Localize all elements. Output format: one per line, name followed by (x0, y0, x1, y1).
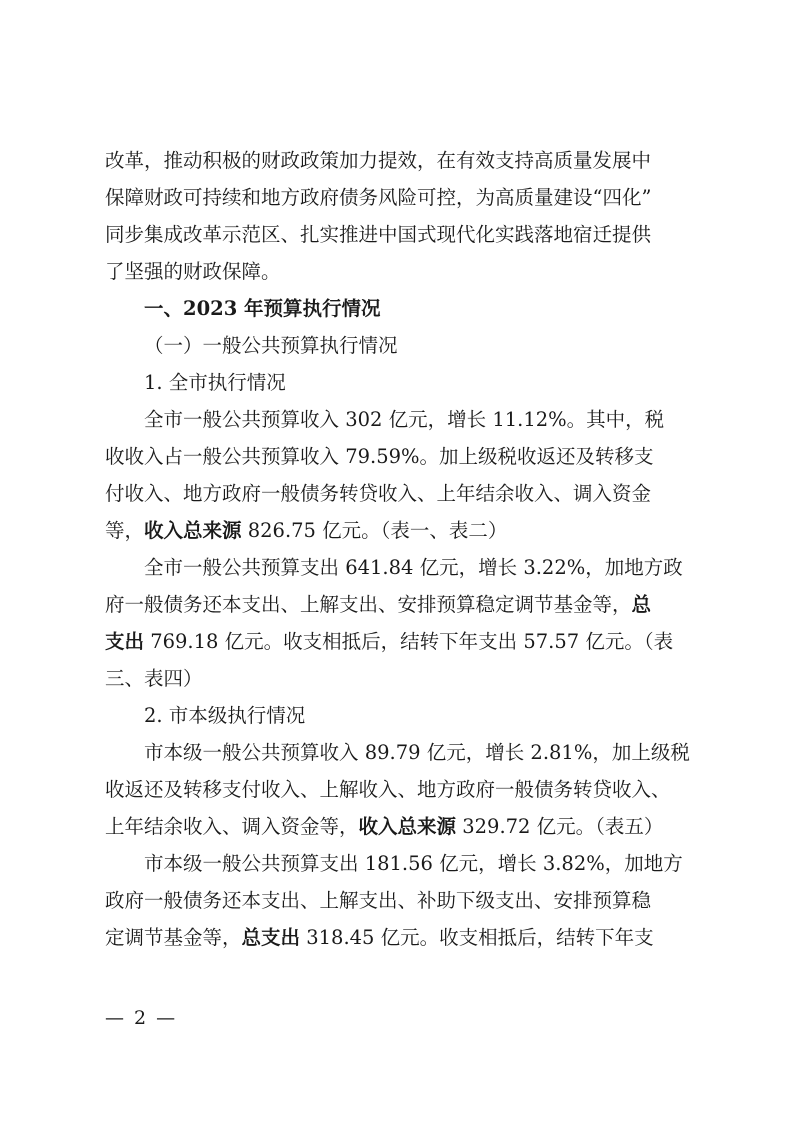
text-line: 收返还及转移支付收入、上解收入、地方政府一般债务转贷收入、 (105, 778, 671, 801)
text-line: 市本级一般公共预算支出 181.56 亿元，增长 3.82%，加地方 (144, 852, 683, 875)
bold-term: 收入总来源 (144, 519, 242, 542)
text-segment: 769.18 亿元。收支相抵后，结转下年支出 57.57 亿元。（表 (144, 630, 674, 653)
bold-term: 支出 (105, 630, 145, 653)
text-segment: 府一般债务还本支出、上解支出、安排预算稳定调节基金等， (105, 593, 632, 616)
bold-term: 收入总来源 (358, 815, 457, 838)
text-line: 市本级一般公共预算收入 89.79 亿元，增长 2.81%，加上级税 (144, 741, 690, 764)
text-line: 三、表四） (105, 667, 203, 690)
text-line (105, 919, 690, 956)
text-segment: 等， (105, 519, 145, 542)
subsection-heading: （一）一般公共预算执行情况 (144, 334, 398, 357)
section-heading: 一、2023 年预算执行情况 (144, 297, 381, 320)
text-segment: 826.75 亿元。（表一、表二） (241, 519, 508, 542)
text-line: 全市一般公共预算收入 302 亿元，增长 11.12%。其中，税 (144, 408, 665, 431)
text-line: 保障财政可持续和地方政府债务风险可控，为高质量建设“四化” (105, 186, 652, 209)
body-text (105, 142, 690, 956)
text-line: 收收入占一般公共预算收入 79.59%。加上级税收返还及转移支 (105, 445, 654, 468)
bold-term: 总 (631, 593, 652, 616)
text-segment: 318.45 亿元。收支相抵后，结转下年支 (300, 926, 654, 949)
text-segment: 定调节基金等， (105, 926, 242, 949)
text-line: 政府一般债务还本支出、上解支出、补助下级支出、安排预算稳 (105, 889, 652, 912)
text-segment: 329.72 亿元。（表五） (456, 815, 664, 838)
text-line: 改革，推动积极的财政政策加力提效，在有效支持高质量发展中 (105, 149, 652, 172)
text-line: 全市一般公共预算支出 641.84 亿元，增长 3.22%，加地方政 (144, 556, 683, 579)
item-heading: 2. 市本级执行情况 (144, 704, 306, 727)
text-segment: 上年结余收入、调入资金等， (105, 815, 359, 838)
text-line (105, 512, 690, 549)
text-line (105, 808, 690, 845)
bold-term: 总支出 (241, 926, 301, 949)
page-number: — 2 — (105, 1007, 178, 1029)
text-line: 付收入、地方政府一般债务转贷收入、上年结余收入、调入资金 (105, 482, 652, 505)
text-line (105, 623, 690, 660)
text-line (105, 586, 690, 623)
text-line: 了坚强的财政保障。 (105, 260, 281, 283)
text-line: 同步集成改革示范区、扎实推进中国式现代化实践落地宿迁提供 (105, 223, 652, 246)
item-heading: 1. 全市执行情况 (144, 371, 286, 394)
